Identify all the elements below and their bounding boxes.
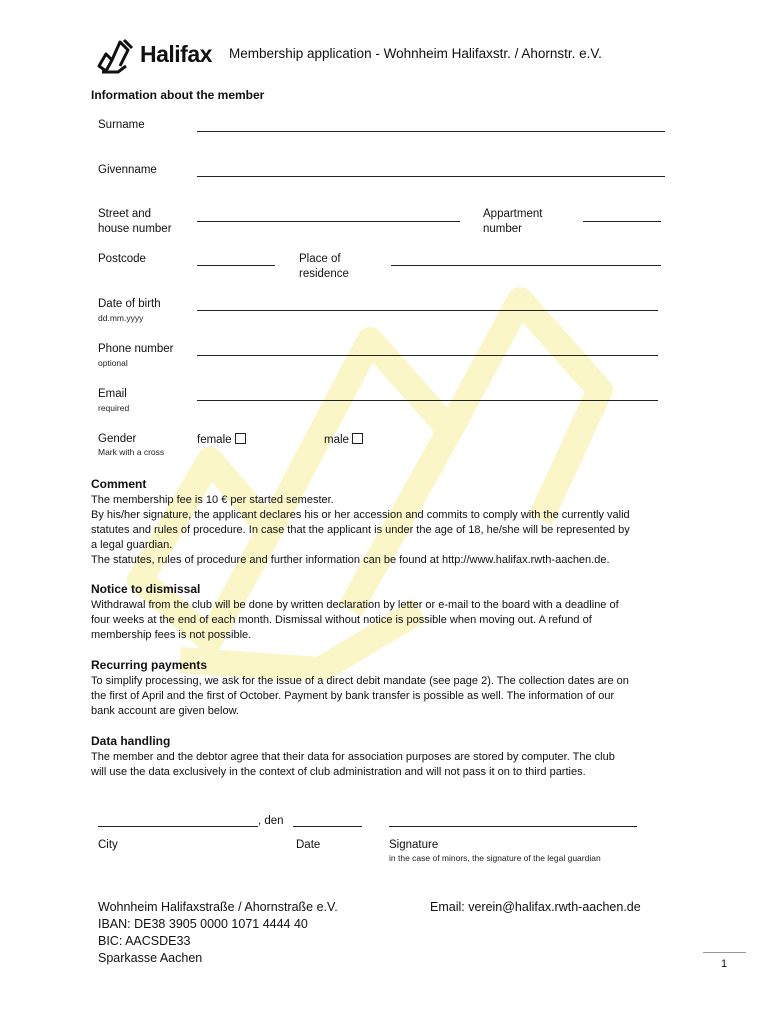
- page-title: Membership application - Wohnheim Halifaxstr. / Ahornstr. e.V.: [229, 46, 602, 61]
- female-checkbox[interactable]: [235, 433, 246, 444]
- dob-hint: dd.mm.yyyy: [98, 313, 144, 323]
- logo-text: Halifax: [140, 41, 212, 67]
- signature-hint: in the case of minors, the signature of the legal guardian: [389, 853, 601, 863]
- postcode-label: Postcode: [98, 253, 146, 265]
- email-label: Email: [98, 388, 127, 400]
- comment-line: statutes and rules of procedure. In case that the applicant is under the age of 18, he/she will be represented by: [91, 524, 630, 536]
- apartment-label-line2: number: [483, 223, 522, 235]
- email-field[interactable]: [197, 400, 658, 401]
- male-checkbox[interactable]: [352, 433, 363, 444]
- apartment-label-line1: Appartment: [483, 208, 543, 220]
- signature-field[interactable]: [389, 826, 637, 827]
- street-field[interactable]: [197, 221, 460, 222]
- comment-heading: Comment: [91, 477, 147, 491]
- comment-line: The membership fee is 10 € per started semester.: [91, 494, 334, 506]
- residence-label-line2: residence: [299, 268, 349, 280]
- date-field[interactable]: [293, 826, 362, 827]
- dismissal-heading: Notice to dismissal: [91, 582, 201, 596]
- data-handling-line: The member and the debtor agree that their data for association purposes are stored by computer. The club: [91, 751, 615, 763]
- gender-hint: Mark with a cross: [98, 447, 165, 457]
- female-label: female: [197, 434, 232, 446]
- apartment-field[interactable]: [583, 221, 661, 222]
- payments-line: To simplify processing, we ask for the issue of a direct debit mandate (see page 2). The collection dates are on: [91, 675, 629, 687]
- male-option[interactable]: [324, 433, 363, 448]
- data-handling-heading: Data handling: [91, 734, 171, 748]
- city-label: City: [98, 839, 118, 851]
- data-handling-text: [91, 750, 683, 780]
- payments-text: [91, 674, 683, 719]
- payments-line: the first of April and the first of October. Payment by bank transfer is possible as well. The information of our: [91, 690, 615, 702]
- comment-line: By his/her signature, the applicant declares his or her accession and commits to comply with the currently valid: [91, 509, 630, 521]
- comment-text: [91, 493, 683, 568]
- footer-bank: Sparkasse Aachen: [98, 951, 203, 965]
- payments-line: bank account are given below.: [91, 705, 239, 717]
- footer-org-name: Wohnheim Halifaxstraße / Ahornstraße e.V.: [98, 900, 338, 914]
- footer-email: Email: verein@halifax.rwth-aachen.de: [430, 900, 641, 914]
- givenname-field[interactable]: [197, 176, 665, 177]
- dob-label: Date of birth: [98, 298, 161, 310]
- payments-heading: Recurring payments: [91, 658, 208, 672]
- date-label: Date: [296, 839, 321, 851]
- dismissal-line: Withdrawal from the club will be done by written declaration by letter or e-mail to the board with a deadline of: [91, 599, 619, 611]
- data-handling-line: will use the data exclusively in the context of club administration and will not pass it on to third parties.: [91, 766, 586, 778]
- female-option[interactable]: [197, 433, 246, 448]
- street-label-line1: Street and: [98, 208, 152, 220]
- page-number-rule: [703, 952, 746, 953]
- dismissal-line: four weeks at the end of each month. Dismissal without notice is possible when moving out. A refund of: [91, 614, 592, 626]
- den-text: , den: [258, 815, 284, 827]
- gender-label: Gender: [98, 433, 137, 445]
- residence-label-line1: Place of: [299, 253, 341, 265]
- city-field[interactable]: [98, 826, 258, 827]
- page-number: 1: [721, 958, 728, 970]
- dob-field[interactable]: [197, 310, 658, 311]
- phone-field[interactable]: [197, 355, 658, 356]
- comment-line: The statutes, rules of procedure and further information can be found at http://www.halifax.rwth-aachen.de.: [91, 554, 610, 566]
- footer-bic: BIC: AACSDE33: [98, 934, 191, 948]
- footer-iban: IBAN: DE38 3905 0000 1071 4444 40: [98, 917, 308, 931]
- email-hint: required: [98, 403, 130, 413]
- residence-field[interactable]: [391, 265, 661, 266]
- signature-label: Signature: [389, 839, 439, 851]
- givenname-label: Givenname: [98, 164, 157, 176]
- dismissal-text: [91, 598, 683, 643]
- street-label-line2: house number: [98, 223, 172, 235]
- male-label: male: [324, 434, 349, 446]
- postcode-field[interactable]: [197, 265, 275, 266]
- surname-label: Surname: [98, 119, 145, 131]
- member-section-heading: Information about the member: [91, 88, 265, 102]
- phone-label: Phone number: [98, 343, 174, 355]
- surname-field[interactable]: [197, 131, 665, 132]
- dismissal-line: membership fees is not possible.: [91, 629, 252, 641]
- halifax-logo-icon: [96, 36, 138, 74]
- phone-hint: optional: [98, 358, 128, 368]
- comment-line: a legal guardian.: [91, 539, 173, 551]
